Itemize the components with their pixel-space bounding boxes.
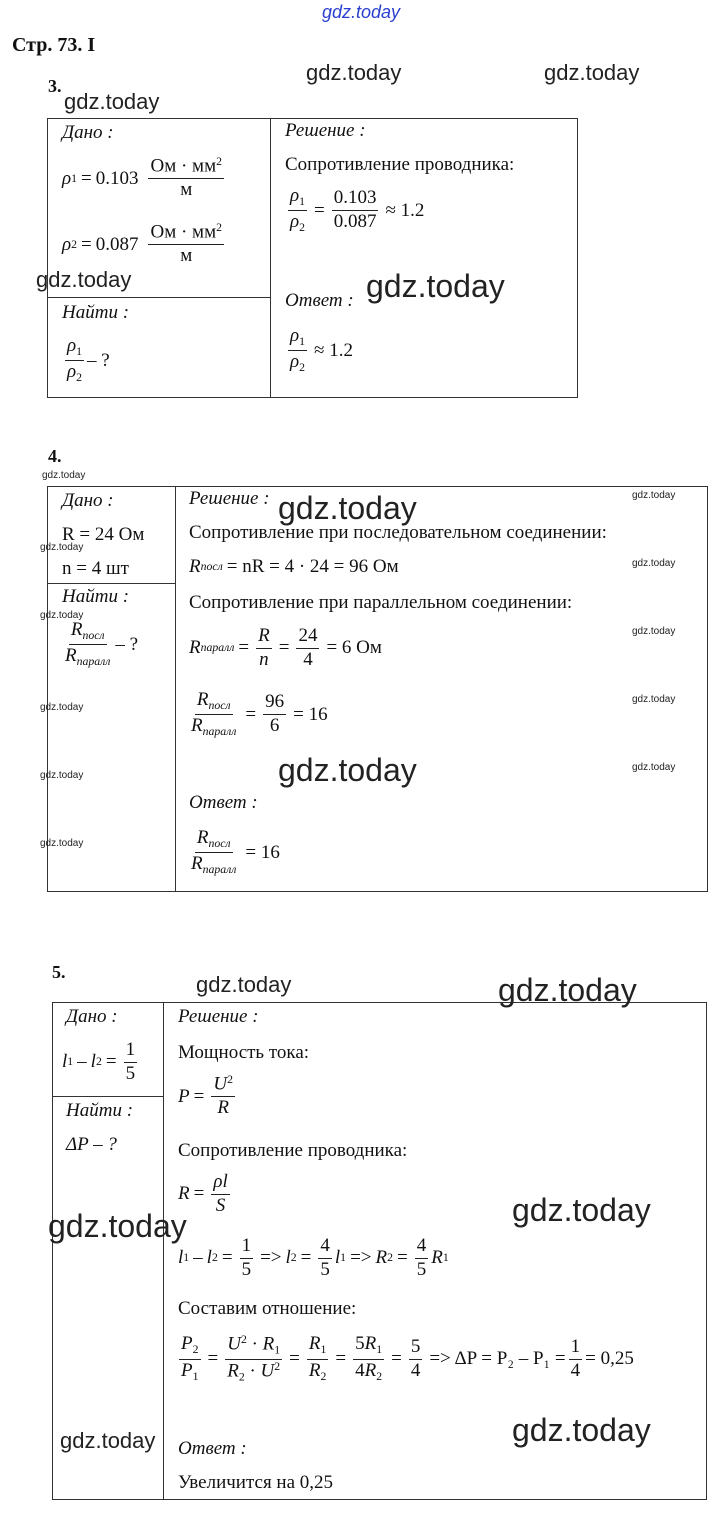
task5-power-formula: P = $\frac{U^2}{R}$ (178, 1073, 233, 1119)
task4-divider-vertical (175, 486, 176, 892)
task5-resistance-formula: R = $\frac{\rho l}{S}$ (178, 1171, 228, 1216)
task3-answer: $\frac{\rho_1}{\rho_2}$ ≈ 1.2 (290, 325, 353, 375)
task5-resistance-line: Сопротивление проводника: (178, 1140, 408, 1161)
site-watermark-top[interactable]: gdz.today (322, 2, 401, 22)
task4-series-line: Сопротивление при последовательном соединении: (189, 522, 607, 543)
site-watermark: gdz.today (196, 972, 292, 997)
site-watermark: gdz.today (544, 60, 640, 85)
task5-answer-label: Ответ : (178, 1438, 247, 1459)
task4-divider-horizontal (47, 583, 176, 584)
task3-rho1: ρ 1 = 0.103 $\frac{Ом \cdot мм^2}{м}$ (62, 155, 222, 201)
site-watermark-small: gdz.today (632, 694, 676, 705)
task4-find-ratio: $\frac{R_{посл}}{R_{паралл}}$ – ? (65, 619, 139, 669)
site-watermark: gdz.today (306, 60, 402, 85)
site-watermark: gdz.today (512, 1412, 651, 1448)
task3-divider-horizontal (47, 297, 271, 298)
site-watermark: gdz.today (278, 752, 417, 788)
site-watermark: gdz.today (60, 1428, 156, 1453)
site-watermark-small: gdz.today (632, 762, 676, 773)
site-watermark-small: gdz.today (40, 838, 84, 849)
site-watermark-small: gdz.today (40, 702, 84, 713)
task3-find-label: Найти : (62, 302, 130, 323)
task5-ratio-formula: $\frac{P_2}{P_1}$ = $\frac{U^2 \cdot R_1}{R_2 \cdot U^2}$ = $\frac{R_1}{R_2}$ = $\frac{5R_1}{4R_2}$ = $\frac{5}{4}$ => ΔP = P₂ – P₁ = $\frac{1}{4}$ = 0,25 (181, 1333, 634, 1384)
site-watermark-small: gdz.today (632, 558, 676, 569)
task3-find-ratio: $\frac{\rho_1}{\rho_2}$ – ? (67, 335, 110, 385)
task4-given-label: Дано : (62, 490, 114, 511)
task3-rho2: ρ 2 = 0.087 $\frac{Ом \cdot мм^2}{м}$ (62, 221, 222, 267)
task3-ratio-equation: $\frac{\rho_1}{\rho_2}$ = $\frac{0.103}{0.087}$ ≈ 1.2 (290, 185, 425, 235)
task4-answer: $\frac{R_{посл}}{R_{паралл}}$ = 16 (191, 827, 280, 877)
task3-given-label: Дано : (62, 122, 114, 143)
site-watermark: gdz.today (512, 1192, 651, 1228)
site-watermark: gdz.today (64, 89, 160, 114)
task5-ratio-line: Составим отношение: (178, 1298, 357, 1319)
task4-parallel-formula: R паралл = $\frac{R}{n}$ = $\frac{24}{4}$ = 6 Ом (189, 625, 382, 670)
page-heading: Стр. 73. I (12, 34, 96, 56)
task4-find-label: Найти : (62, 586, 130, 607)
task5-given-label: Дано : (66, 1006, 118, 1027)
task3-solution-label: Решение : (285, 120, 366, 141)
site-watermark-small: gdz.today (40, 610, 84, 621)
site-watermark: gdz.today (48, 1208, 187, 1244)
task3-divider-vertical (270, 118, 271, 398)
site-watermark-small: gdz.today (40, 542, 84, 553)
site-watermark: gdz.today (278, 490, 417, 526)
site-watermark-small: gdz.today (632, 626, 676, 637)
task4-parallel-line: Сопротивление при параллельном соединении: (189, 592, 573, 613)
task5-solution-label: Решение : (178, 1006, 259, 1027)
site-watermark: gdz.today (36, 267, 132, 292)
site-watermark: gdz.today (366, 268, 505, 304)
site-watermark-small: gdz.today (632, 490, 676, 501)
task5-answer-text: Увеличится на 0,25 (178, 1472, 334, 1493)
task5-find-deltaP: ΔP – ? (66, 1134, 117, 1155)
task4-given-R: R = 24 Ом (62, 524, 145, 545)
task3-resistance-line: Сопротивление проводника: (285, 154, 515, 175)
task4-given-n: n = 4 шт (62, 558, 129, 579)
task4-answer-label: Ответ : (189, 792, 258, 813)
task4-number: 4. (48, 446, 62, 466)
task5-divider-horizontal (52, 1096, 164, 1097)
task5-number: 5. (52, 962, 66, 982)
site-watermark-small: gdz.today (40, 770, 84, 781)
task4-ratio-formula: $\frac{R_{посл}}{R_{паралл}}$ = $\frac{96}{6}$ = 16 (191, 689, 328, 739)
task5-power-line: Мощность тока: (178, 1042, 310, 1063)
task5-find-label: Найти : (66, 1100, 134, 1121)
task4-solution-label: Решение : (189, 488, 270, 509)
task4-series-formula: R посл = nR = 4 · 24 = 96 Ом (189, 556, 399, 577)
task5-given-lengths: l 1 – l 2 = $\frac{1}{5}$ (62, 1039, 136, 1084)
site-watermark: gdz.today (498, 972, 637, 1008)
task3-number: 3. (48, 76, 62, 96)
task4-table (47, 486, 708, 892)
site-watermark-small: gdz.today (42, 470, 86, 481)
task5-divider-vertical (163, 1002, 164, 1500)
task5-length-step: l 1 – l 2 = $\frac{1}{5}$ => l 2 = $\frac{4}{5}$ l 1 => R 2 = $\frac{4}{5}$ R 1 (178, 1235, 449, 1280)
task3-answer-label: Ответ : (285, 290, 354, 311)
